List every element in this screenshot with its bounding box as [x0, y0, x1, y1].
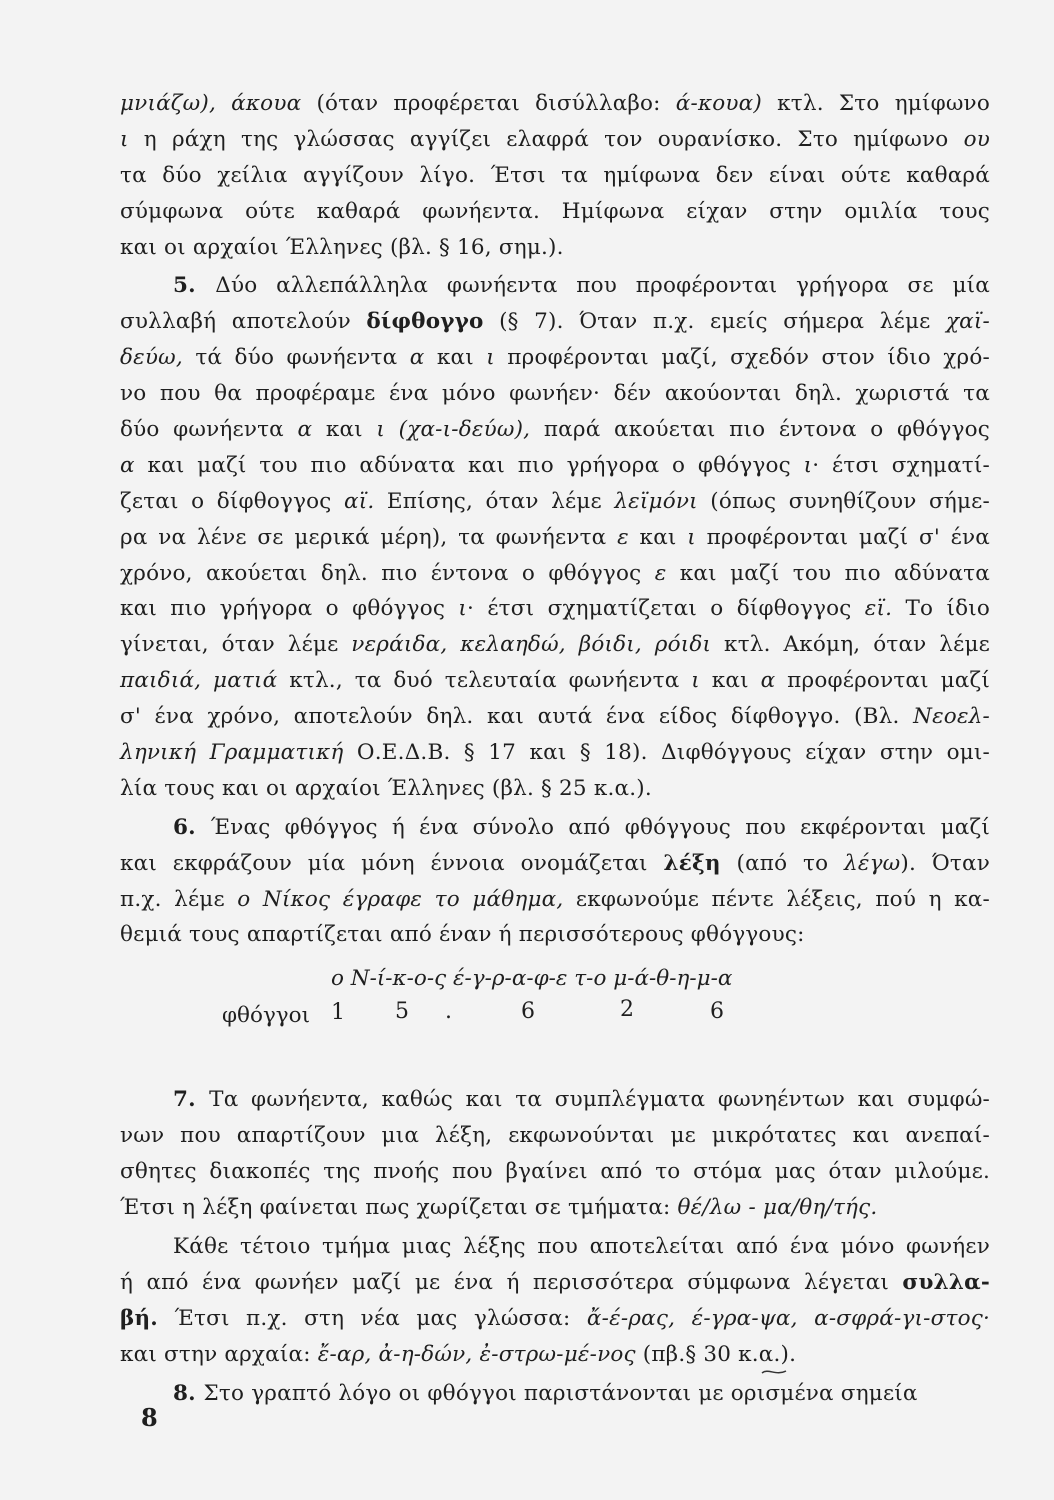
text-line [120, 1301, 990, 1337]
bold-text: συλλα- [902, 1269, 990, 1295]
text-line [120, 1082, 990, 1118]
text-line [120, 194, 990, 230]
text-run: και [424, 345, 487, 371]
italic-text: ι [691, 668, 700, 694]
text-line [120, 1376, 990, 1412]
text-line [120, 810, 990, 846]
italic-text: ἔ-αρ, ἀ-η-δών, ἐ-στρω-μέ-νος [317, 1341, 636, 1367]
text-run: Ένας φθόγγος ή ένα σύνολο από φθόγγους που εκφέρονται μαζί [210, 814, 990, 840]
example-word-breakdown: ο Ν-ί-κ-ο-ς έ-γ-ρ-α-φ-ε τ-ο μ-ά-θ-η-μ-α [331, 966, 733, 991]
text-run: και [312, 417, 377, 443]
text-run: γίνεται, όταν λέμε [120, 632, 352, 658]
text-run: σθητες διακοπές της πνοής που βγαίνει από το στόμα μας όταν μιλούμε. [120, 1159, 990, 1185]
text-run: και στην αρχαία: [120, 1341, 318, 1367]
text-run: και [628, 524, 688, 550]
text-run: κτλ., τα δυό τελευταία φωνήεντα [277, 668, 692, 694]
bold-text: 6. [173, 814, 211, 840]
italic-text: θέ/λω - μα/θη/τής. [677, 1195, 878, 1221]
italic-text: λέγω [844, 850, 901, 876]
italic-text: ε [654, 560, 667, 586]
text-line [120, 1229, 990, 1265]
text-run: και μαζί του πιο αδύνατα και πιο γρήγορα ο φθόγγος [134, 452, 804, 478]
bold-text: 5. [173, 273, 216, 299]
text-run: Κάθε τέτοιο τμήμα μιας λέξης που αποτελείται από ένα μόνο φωνήεν [173, 1233, 990, 1259]
text-run: προφέρονται μαζί [775, 668, 990, 694]
italic-text: εϊ. [864, 596, 893, 622]
text-line [120, 412, 990, 448]
text-run: θεμιά τους απαρτίζεται από έναν ή περισσότερους φθόγγους: [120, 922, 805, 948]
italic-text: ι [120, 126, 129, 152]
italic-text: ά-κουα) [675, 91, 762, 116]
italic-text: χαϊ- [945, 309, 990, 335]
phonemes-label: φθόγγοι [222, 1003, 311, 1028]
bold-text: 7. [173, 1087, 210, 1113]
italic-text: άκουα [231, 91, 302, 116]
italic-text: δεύω, [120, 345, 183, 371]
text-run: εκφωνούμε πέντε λέξεις, πού η κα- [563, 886, 990, 912]
text-run: νων που απαρτίζουν μια λέξη, εκφωνούνται με μικρότατες και ανεπαί- [120, 1123, 990, 1149]
page-number: 8 [141, 1403, 158, 1432]
italic-text: νεράιδα, κελαηδώ, βόιδι, ρόιδι [351, 632, 712, 658]
text-line [120, 1265, 990, 1301]
text-run: η ράχη της γλώσσας αγγίζει ελαφρά τον ουρανίσκο. Στο ημίφωνο [128, 126, 964, 152]
italic-text: ι [458, 596, 468, 622]
text-run: Στο γραπτό λόγο οι φθόγγοι παριστάνονται με ορισμένα σημεία [203, 1380, 918, 1406]
text-line [120, 663, 990, 699]
count-word-1: 1 [331, 1000, 345, 1025]
bold-text: δίφθογγο [366, 309, 484, 335]
text-run: ζεται ο δίφθογγος [120, 488, 345, 514]
body-text [120, 86, 990, 1411]
text-run: (§ 7). Όταν π.χ. εμείς σήμερα λέμε [483, 309, 946, 335]
text-run: Έτσι η λέξη φαίνεται πως χωρίζεται σε τμήματα: [120, 1195, 678, 1221]
bold-text: λέξη [663, 850, 721, 876]
text-line [120, 1154, 990, 1190]
text-line [120, 268, 990, 304]
count-word-3: 6 [521, 999, 535, 1024]
text-run: προφέρονται μαζί σ' ένα [695, 524, 990, 550]
text-run: και οι αρχαίοι Έλληνες (βλ. § 16, σημ.). [120, 234, 564, 260]
text-line [120, 376, 990, 412]
italic-text: α [297, 417, 313, 443]
count-separator: . [445, 999, 452, 1024]
text-run: τά δύο φωνήεντα [182, 345, 410, 371]
italic-text: ι (χα-ι-δεύω), [376, 417, 531, 443]
text-line [120, 882, 990, 918]
text-line [120, 591, 990, 627]
italic-text: παιδιά, ματιά [120, 668, 278, 694]
count-word-2: 5 [395, 999, 409, 1024]
text-run: κτλ. Ακόμη, όταν λέμε [711, 632, 990, 658]
text-run: τα δύο χείλια αγγίζουν λίγο. Έτσι τα ημίφωνα δεν είναι ούτε καθαρά [120, 162, 990, 188]
text-line [120, 230, 990, 266]
italic-text: ι [803, 452, 813, 478]
text-run: π.χ. λέμε [120, 886, 238, 912]
text-line [120, 448, 990, 484]
italic-text: α [409, 345, 425, 371]
italic-text: αϊ. [344, 488, 375, 514]
text-run: προφέρονται μαζί, σχεδόν στον ίδιο χρό- [494, 345, 990, 371]
text-run: σύμφωνα ούτε καθαρά φωνήεντα. Ημίφωνα είχαν στην ομιλία τους [120, 198, 990, 224]
italic-text: α [760, 668, 776, 694]
italic-text: ι [486, 345, 495, 371]
text-run: δύο φωνήεντα [120, 417, 298, 443]
count-word-4: 2 [620, 997, 634, 1022]
text-line [120, 917, 990, 953]
italic-text: ι [687, 524, 696, 550]
text-run: χρόνο, ακούεται δηλ. πιο έντονα ο φθόγγος [120, 560, 655, 586]
text-line [120, 304, 990, 340]
ink-mark-icon [760, 1364, 788, 1378]
text-line [120, 556, 990, 592]
bold-text: 8. [173, 1380, 204, 1406]
italic-text: ου [963, 126, 990, 152]
text-line [120, 340, 990, 376]
text-run: σ' ένα χρόνο, αποτελούν δηλ. και αυτά ένα είδος δίφθογγο. (Βλ. [120, 704, 914, 730]
text-line [120, 699, 990, 735]
text-run: κτλ. Στο ημίφωνο [762, 91, 990, 116]
text-run: · έτσι σχηματί- [812, 452, 990, 478]
text-line [120, 86, 990, 122]
text-line [120, 627, 990, 663]
text-run: και πιο γρήγορα ο φθόγγος [120, 596, 459, 622]
count-word-5: 6 [710, 999, 724, 1024]
text-line [120, 771, 990, 807]
text-run: συλλαβή αποτελούν [120, 309, 367, 335]
text-run: Ο.Ε.Δ.Β. § 17 και § 18). Διφθόγγους είχαν στην ομι- [343, 740, 990, 766]
text-line [120, 520, 990, 556]
text-run: Το ίδιο [892, 596, 990, 622]
text-run: (από το [720, 850, 845, 876]
text-line [120, 846, 990, 882]
bold-text: βή. [120, 1305, 158, 1331]
text-run: (πβ.§ 30 κ.α.). [635, 1341, 797, 1367]
text-line [120, 1118, 990, 1154]
text-run: (όταν προφέρεται δισύλλαβο: [301, 91, 676, 116]
text-run: λία τους και οι αρχαίοι Έλληνες (βλ. § 25 κ.α.). [120, 775, 652, 801]
text-run: παρά ακούεται πιο έντονα ο φθόγγος [530, 417, 991, 443]
italic-text: α [120, 452, 135, 478]
italic-text: ε [617, 524, 629, 550]
italic-text: ο Νίκος έγραφε το μάθημα, [237, 886, 564, 912]
italic-text: ληνική Γραμματική [120, 740, 344, 766]
italic-text: ἄ-έ-ρας, έ-γρα-ψα, α-σφρά-γι-στος· [586, 1305, 990, 1331]
text-run: και μαζί του πιο αδύνατα [666, 560, 990, 586]
text-run: · έτσι σχηματίζεται ο δίφθογγος [467, 596, 865, 622]
italic-text: μνιάζω), [120, 91, 232, 116]
text-run: ρα να λένε σε μερικά μέρη), τα φωνήεντα [120, 524, 618, 550]
text-line [120, 158, 990, 194]
text-line [120, 1190, 990, 1226]
text-run: και εκφράζουν μία μόνη έννοια ονομάζεται [120, 850, 664, 876]
text-run: ή από ένα φωνήεν μαζί με ένα ή περισσότερα σύμφωνα λέγεται [120, 1269, 903, 1295]
text-line [120, 1337, 990, 1373]
text-run: Δύο αλλεπάλληλα φωνήεντα που προφέρονται γρήγορα σε μία [215, 273, 990, 299]
text-line [120, 122, 990, 158]
text-run: ). Όταν [900, 850, 990, 876]
text-run: νο που θα προφέραμε ένα μόνο φωνήεν· δέν ακούονται δηλ. χωριστά τα [120, 381, 990, 407]
text-line [120, 484, 990, 520]
text-run: και [699, 668, 761, 694]
text-run: Τα φωνήεντα, καθώς και τα συμπλέγματα φωνηέντων και συμφώ- [209, 1087, 991, 1113]
italic-text: Νεοελ- [913, 704, 990, 730]
text-line [120, 735, 990, 771]
text-run: (όπως συνηθίζουν σήμε- [697, 488, 990, 514]
italic-text: λεϊμόνι [614, 488, 698, 514]
text-run: Έτσι π.χ. στη νέα μας γλώσσα: [158, 1305, 587, 1331]
text-run: Επίσης, όταν λέμε [374, 488, 615, 514]
